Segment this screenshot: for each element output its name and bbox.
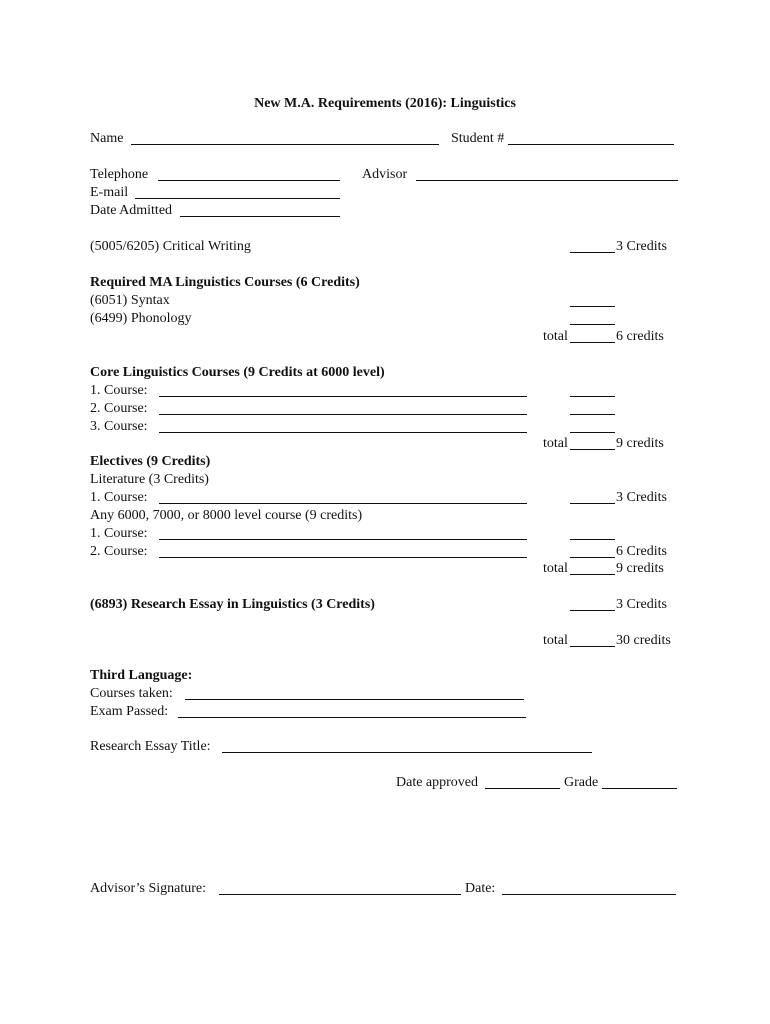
research-credits: 3 Credits: [616, 597, 667, 612]
grand-total-credits: 30 credits: [616, 633, 671, 648]
electives-any-level: Any 6000, 7000, or 8000 level course (9 credits): [90, 508, 363, 523]
core-course-1-credit-field[interactable]: [570, 396, 615, 397]
essay-title-field[interactable]: [222, 752, 592, 753]
core-course-3-field[interactable]: [159, 432, 527, 433]
core-course-1-field[interactable]: [159, 396, 527, 397]
exam-passed-label: Exam Passed:: [90, 704, 169, 719]
student-number-field[interactable]: [508, 144, 674, 145]
core-course-3-credit-field[interactable]: [570, 432, 615, 433]
research-credit-field[interactable]: [570, 610, 615, 611]
electives-total-label: total: [543, 561, 568, 576]
student-number-label: Student #: [451, 131, 505, 146]
core-course-3-label: 3. Course:: [90, 419, 148, 434]
lit-course-credits: 3 Credits: [616, 490, 667, 505]
date-field[interactable]: [502, 894, 676, 895]
telephone-field[interactable]: [158, 180, 340, 181]
lit-course-field[interactable]: [159, 503, 527, 504]
name-label: Name: [90, 131, 124, 146]
courses-taken-field[interactable]: [185, 699, 524, 700]
critical-writing-credit-field[interactable]: [570, 252, 615, 253]
core-heading: Core Linguistics Courses (9 Credits at 6000 level): [90, 365, 385, 380]
core-course-2-label: 2. Course:: [90, 401, 148, 416]
core-course-2-field[interactable]: [159, 414, 527, 415]
date-approved-label: Date approved: [396, 775, 479, 790]
essay-title-label: Research Essay Title:: [90, 739, 211, 754]
core-total-credits: 9 credits: [616, 436, 664, 451]
required-item-phonology: (6499) Phonology: [90, 311, 192, 326]
email-field[interactable]: [135, 198, 340, 199]
exam-passed-field[interactable]: [178, 717, 526, 718]
advisor-signature-label: Advisor’s Signature:: [90, 881, 207, 896]
electives-total-field[interactable]: [570, 574, 615, 575]
name-field[interactable]: [131, 144, 439, 145]
critical-writing-label: (5005/6205) Critical Writing: [90, 239, 251, 254]
required-total-credits: 6 credits: [616, 329, 664, 344]
elective-course-1-credit-field[interactable]: [570, 539, 615, 540]
lit-course-label: 1. Course:: [90, 490, 148, 505]
core-course-2-credit-field[interactable]: [570, 414, 615, 415]
core-course-1-label: 1. Course:: [90, 383, 148, 398]
electives-literature: Literature (3 Credits): [90, 472, 209, 487]
date-admitted-field[interactable]: [180, 216, 340, 217]
phonology-credit-field[interactable]: [570, 324, 615, 325]
elective-course-1-label: 1. Course:: [90, 526, 148, 541]
advisor-label: Advisor: [362, 167, 408, 182]
elective-course-2-credits: 6 Credits: [616, 544, 667, 559]
electives-total-credits: 9 credits: [616, 561, 664, 576]
email-label: E-mail: [90, 185, 129, 200]
required-heading: Required MA Linguistics Courses (6 Credits): [90, 275, 360, 290]
page-title: New M.A. Requirements (2016): Linguistics: [254, 96, 516, 111]
third-language-heading: Third Language:: [90, 668, 193, 683]
core-total-field[interactable]: [570, 449, 615, 450]
elective-course-1-field[interactable]: [159, 539, 527, 540]
required-total-field[interactable]: [570, 342, 615, 343]
date-label: Date:: [465, 881, 496, 896]
required-total-label: total: [543, 329, 568, 344]
grand-total-label: total: [543, 633, 568, 648]
elective-course-2-label: 2. Course:: [90, 544, 148, 559]
telephone-label: Telephone: [90, 167, 149, 182]
core-total-label: total: [543, 436, 568, 451]
electives-heading: Electives (9 Credits): [90, 454, 211, 469]
research-heading: (6893) Research Essay in Linguistics (3 Credits): [90, 597, 375, 612]
advisor-field[interactable]: [416, 180, 678, 181]
critical-writing-credits: 3 Credits: [616, 239, 667, 254]
date-approved-field[interactable]: [485, 788, 560, 789]
required-item-syntax: (6051) Syntax: [90, 293, 170, 308]
grade-label: Grade: [564, 775, 599, 790]
advisor-signature-field[interactable]: [219, 894, 461, 895]
elective-course-2-field[interactable]: [159, 557, 527, 558]
grand-total-field[interactable]: [570, 646, 615, 647]
courses-taken-label: Courses taken:: [90, 686, 173, 701]
elective-course-2-credit-field[interactable]: [570, 557, 615, 558]
date-admitted-label: Date Admitted: [90, 203, 173, 218]
lit-course-credit-field[interactable]: [570, 503, 615, 504]
grade-field[interactable]: [602, 788, 677, 789]
syntax-credit-field[interactable]: [570, 306, 615, 307]
